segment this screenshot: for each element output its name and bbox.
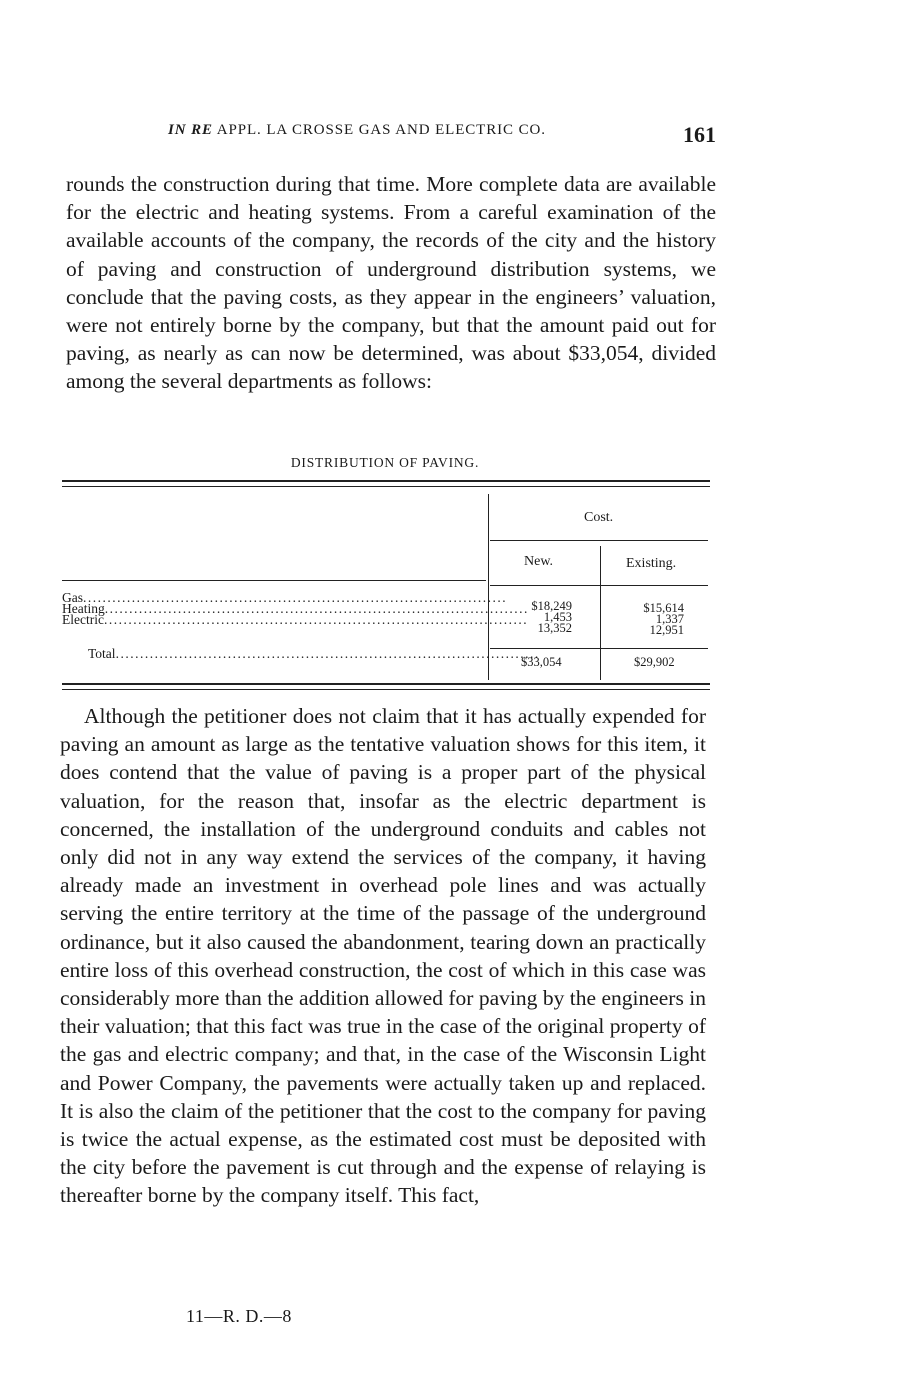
leader-dots: ....................................................................................... [83, 590, 508, 605]
row-label-text: Electric [62, 612, 104, 628]
table-caption: DISTRIBUTION OF PAVING. [290, 455, 480, 470]
page-number: 161 [683, 122, 716, 147]
cell-gas-new: $18,249 [531, 599, 572, 613]
existing-column-values [626, 603, 684, 637]
total-row-label [88, 646, 540, 662]
total-existing: $29,902 [634, 655, 675, 669]
stub-header-rule [62, 580, 486, 581]
paragraph-2: Although the petitioner does not claim that it has actually expended for paving an amount as large as the tentative valuation shows for this item, it does contend that the value of paving is a proper part of the physical valuation, for the reason that, insofar as the electric department is concerned, the installation of the underground conduits and cables not only did not in any way extend the services of the company, it having already made an investment in overhead pole lines and was actually serving the entire territory at the time of the passage of the underground ordinance, but it also caused the abandonment, tearing down an practically entire loss of this overhead construction, the cost of which in this case was considerably more than the addition allowed for paving by the engineers in their valuation; that this fact was true in the case of the original property of the gas and electric company; and that, in the case of the Wisconsin Light and Power Company, the pavements were actually taken up and replaced. It is also the claim of the petitioner that the cost to the company for paving is twice the actual expense, as the estimated cost must be deposited with the city before the pavement is cut through and the expense of relaying is thereafter borne by the company itself. This fact, [60, 704, 706, 1208]
cost-underline [490, 540, 708, 541]
column-header-rule [490, 585, 708, 586]
existing-column-header: Existing. [626, 556, 677, 571]
table-top-rule-2 [62, 486, 710, 487]
table-bottom-rule-2 [62, 689, 710, 690]
table-top-rule [62, 480, 710, 482]
leader-dots: ....................................................................................... [103, 612, 529, 628]
leader-dots: ....................................................................................... [115, 646, 540, 661]
cell-electric-new: 13,352 [537, 621, 572, 636]
table-bottom-rule [62, 683, 710, 685]
cost-header: Cost. [584, 510, 614, 525]
signature-mark: 11—R. D.—8 [186, 1306, 292, 1326]
row-labels [62, 590, 529, 628]
cell-heating-new: 1,453 [543, 610, 572, 625]
leader-dots: ....................................................................................... [104, 601, 529, 617]
paragraph-1: rounds the construction during that time. More complete data are available for the electric and heating systems. From a careful examination of the available accounts of the company, the records of the city and the history of paving and construction of underground distribution systems, we conclude that the paving costs, as they appear in the engineers’ valuation, were not entirely borne by the company, but that the amount paid out for paving, as nearly as can now be determined, was about $33,054, divided among the several departments as follows: [66, 172, 716, 394]
new-column-values [514, 601, 572, 635]
table-divider-mid [600, 546, 601, 680]
running-title [168, 122, 546, 139]
total-label: Total [88, 646, 116, 661]
row-label-text: Gas [62, 590, 83, 605]
total-new: $33,054 [521, 655, 562, 669]
running-header [168, 120, 720, 150]
cell-gas-existing: $15,614 [643, 601, 684, 615]
running-title-text: APPL. LA CROSSE GAS AND ELECTRIC CO. [216, 122, 546, 138]
cell-electric-existing: 12,951 [649, 623, 684, 638]
new-column-header: New. [524, 554, 554, 569]
running-title-italic: IN RE [168, 122, 213, 138]
row-label-electric [62, 612, 529, 628]
row-label-text: Heating [62, 601, 105, 617]
cell-heating-existing: 1,337 [655, 612, 684, 627]
